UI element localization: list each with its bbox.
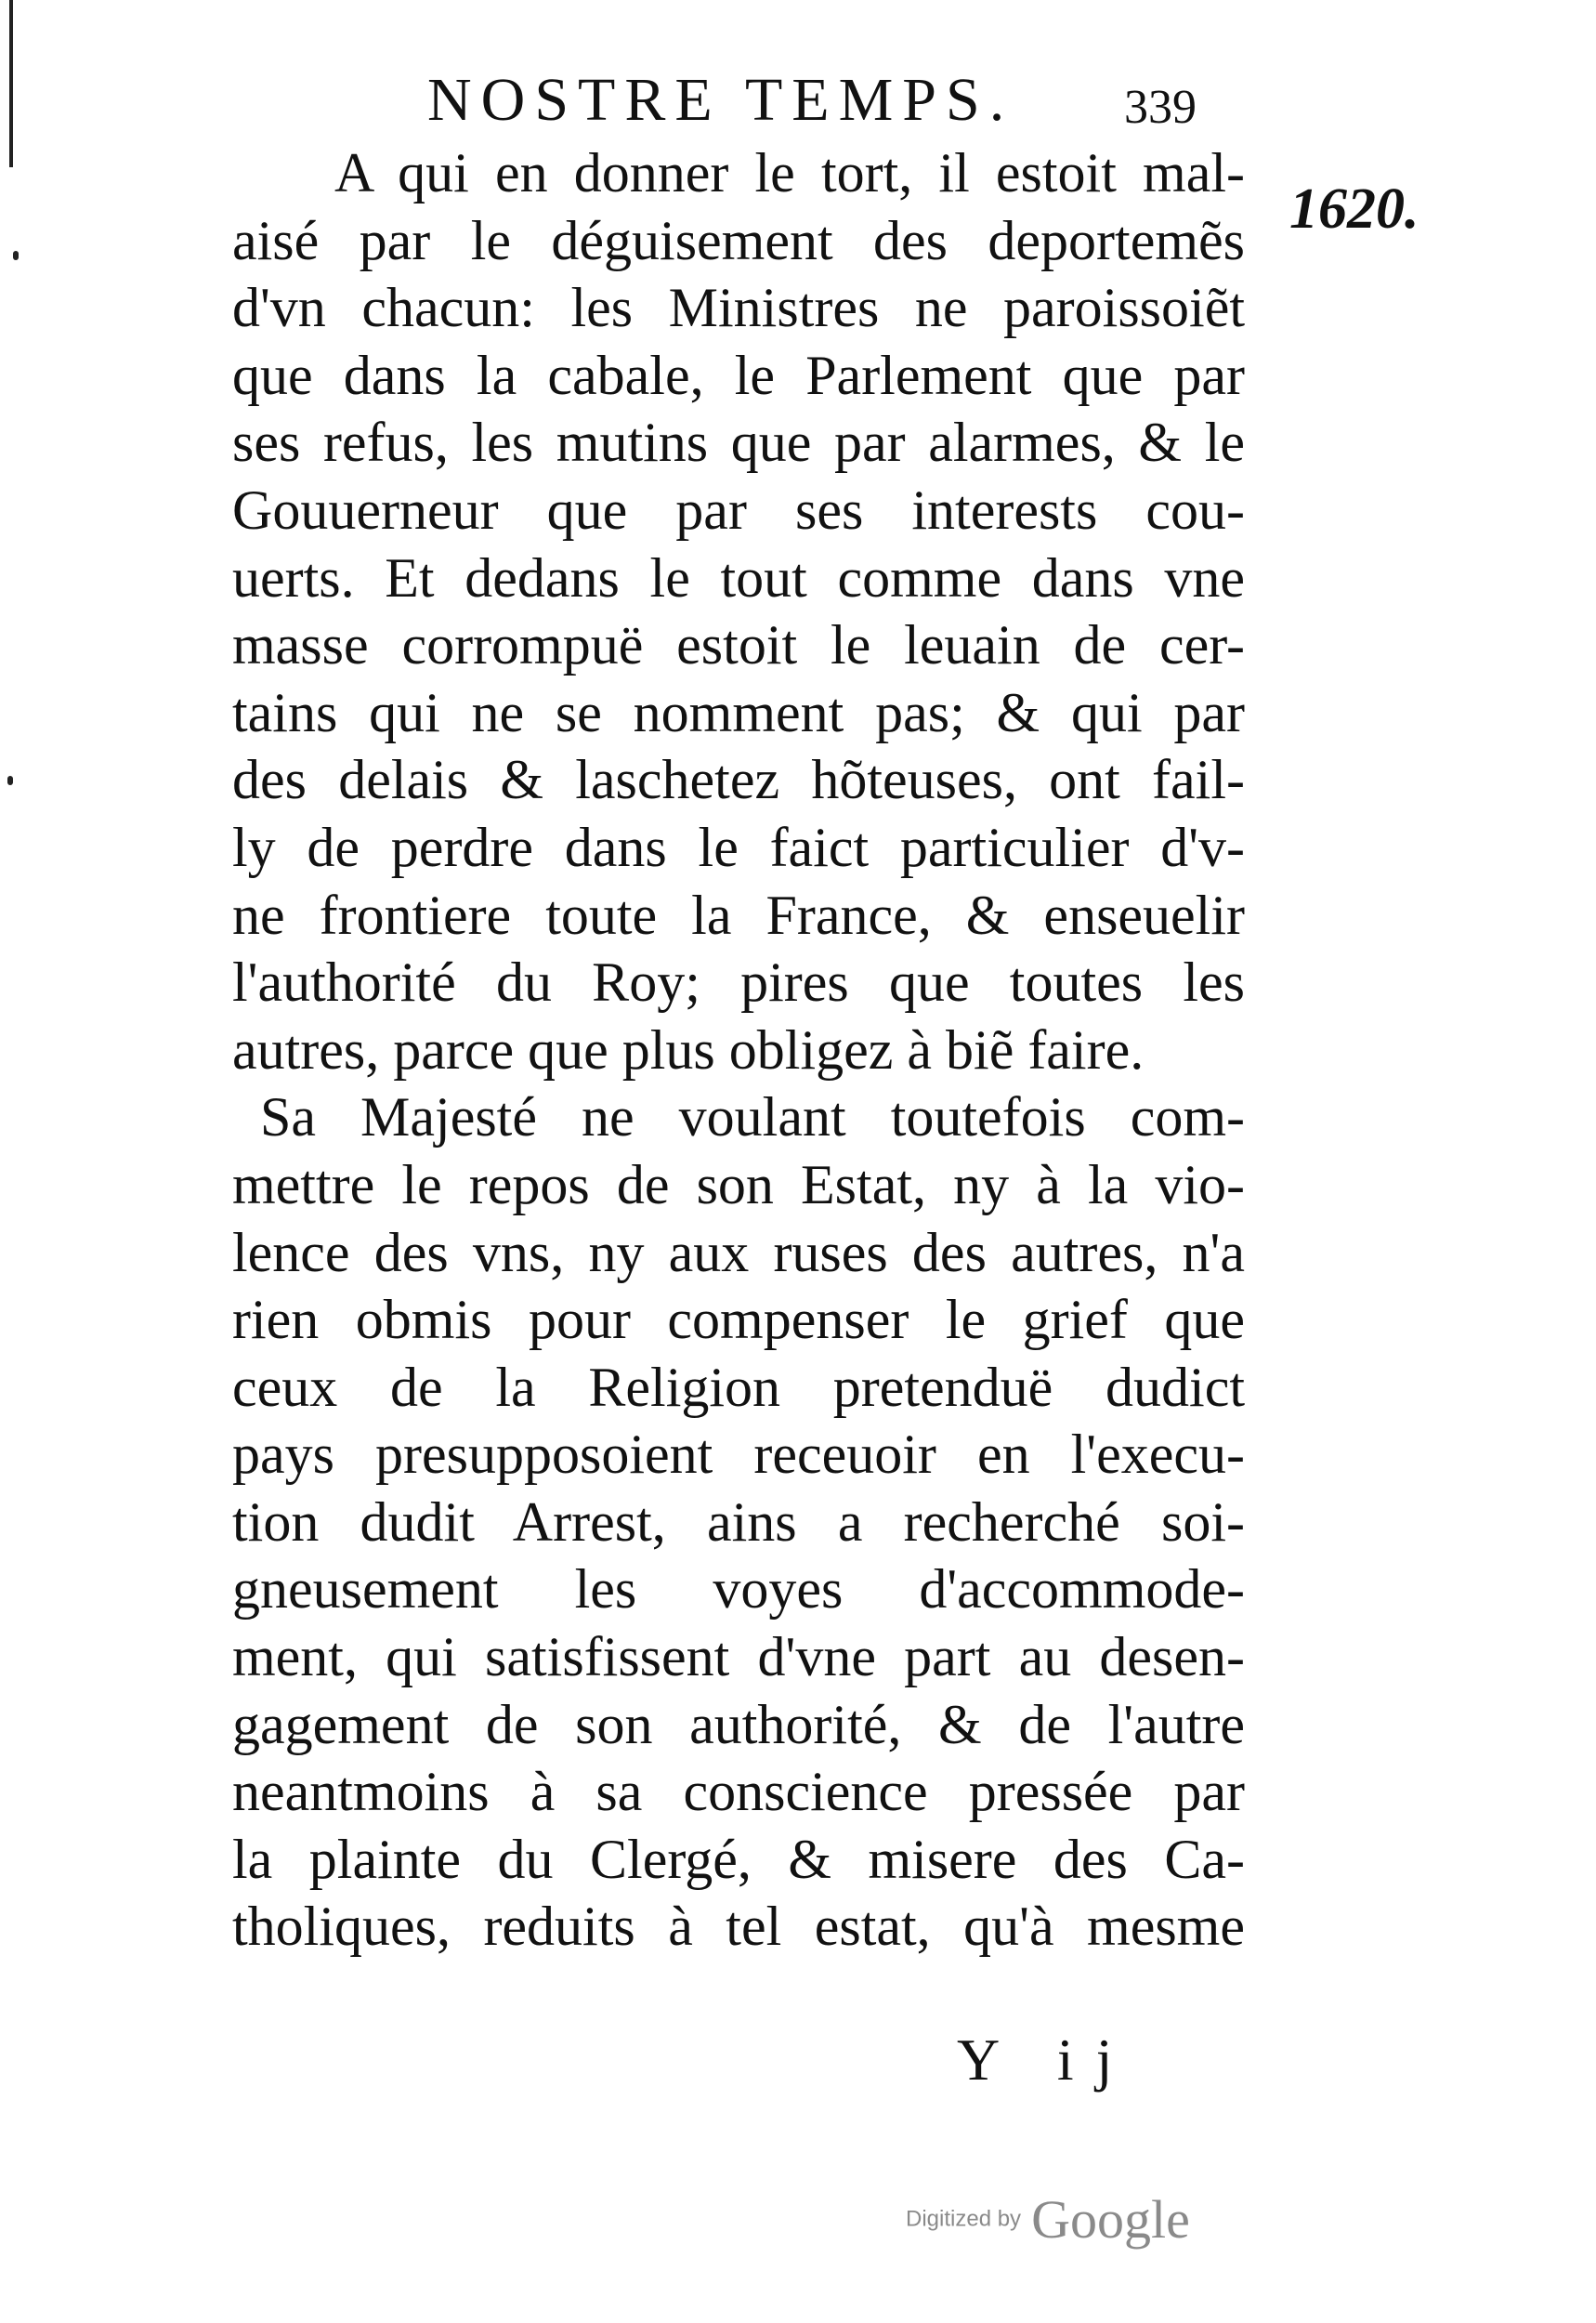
text-line: ment, qui satisfissent d'vne part au desen-: [232, 1626, 1245, 1688]
text-line: Gouuerneur que par ses interests cou-: [232, 479, 1245, 541]
text-line: mettre le repos de son Estat, ny à la vio-: [232, 1153, 1245, 1215]
text-line: ne frontiere toute la France, & enseuelir: [232, 884, 1245, 946]
text-line: ly de perdre dans le faict particulier d'v-: [232, 816, 1245, 878]
margin-year-note: 1620.: [1289, 177, 1419, 241]
scan-speck: [13, 251, 19, 260]
text-line: d'vn chacun: les Ministres ne paroissoiẽt: [232, 277, 1245, 339]
text-line: gneusement les voyes d'accommode-: [232, 1558, 1245, 1621]
text-line: uerts. Et dedans le tout comme dans vne: [232, 546, 1245, 609]
body-text: [232, 139, 1245, 1961]
text-line: tholiques, reduits à tel estat, qu'à mesme: [232, 1896, 1245, 1958]
page-number: 339: [1124, 81, 1197, 134]
text-line: ceux de la Religion pretenduë dudict: [232, 1356, 1245, 1418]
scan-speck: [7, 776, 13, 785]
text-line: tains qui ne se nomment pas; & qui par: [232, 681, 1245, 743]
text-line: pays presupposoient receuoir en l'execu-: [232, 1424, 1245, 1486]
text-line: rien obmis pour compenser le grief que: [232, 1289, 1245, 1351]
text-line: neantmoins à sa conscience pressée par: [232, 1761, 1245, 1823]
text-line: masse corrompuë estoit le leuain de cer-: [232, 614, 1245, 676]
running-header-title: NOSTRE TEMPS.: [427, 66, 1014, 134]
watermark-brand: Google: [1031, 2189, 1190, 2250]
text-line: des delais & laschetez hõteuses, ont fail-: [232, 749, 1245, 811]
watermark-prefix: Digitized by: [906, 2206, 1022, 2232]
digitized-watermark: [906, 2188, 1190, 2251]
signature-mark: Y ij: [957, 2027, 1135, 2093]
text-line: gagement de son authorité, & de l'autre: [232, 1693, 1245, 1755]
text-line: lence des vns, ny aux ruses des autres, n'a: [232, 1221, 1245, 1283]
text-line: tion dudit Arrest, ains a recherché soi-: [232, 1490, 1245, 1553]
text-line: Sa Majesté ne voulant toutefois com-: [260, 1086, 1245, 1148]
text-line: aisé par le déguisement des deportemẽs: [232, 209, 1245, 271]
scan-edge-mark: [9, 0, 13, 167]
text-line: autres, parce que plus obligez à biẽ faire.: [232, 1018, 1145, 1081]
text-line: la plainte du Clergé, & misere des Ca-: [232, 1828, 1245, 1890]
text-line: A qui en donner le tort, il estoit mal-: [334, 142, 1245, 203]
text-line: que dans la cabale, le Parlement que par: [232, 344, 1245, 406]
text-line: l'authorité du Roy; pires que toutes les: [232, 952, 1245, 1014]
text-line: ses refus, les mutins que par alarmes, & le: [232, 412, 1245, 474]
